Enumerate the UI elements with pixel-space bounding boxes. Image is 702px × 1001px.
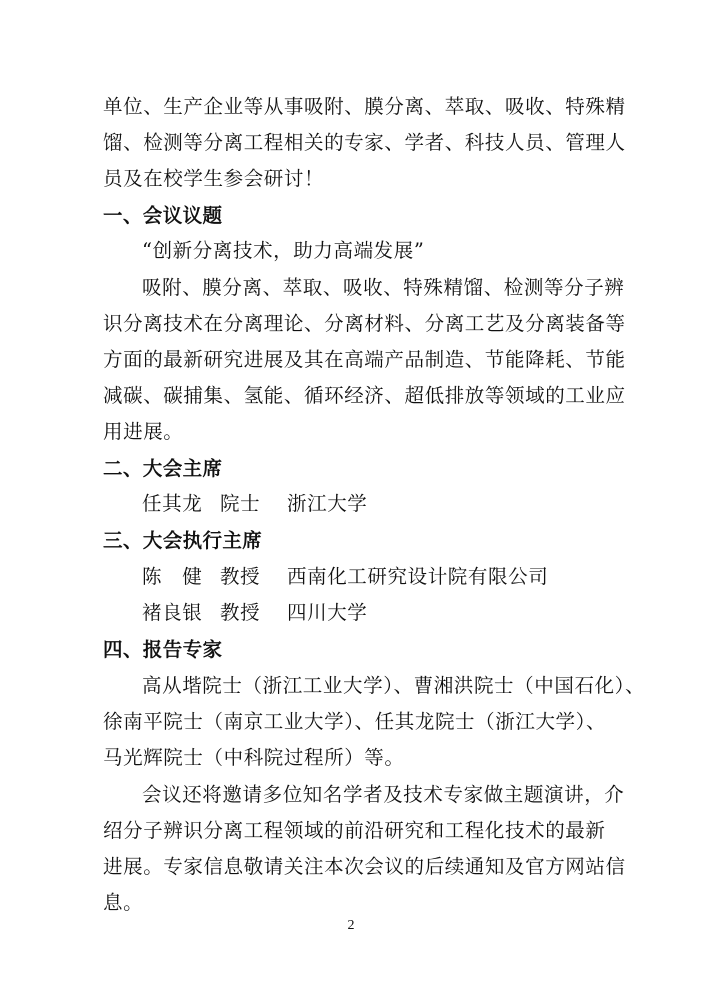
section-heading-speakers: 四、报告专家 [103,638,223,661]
chair-name: 任其龙 [142,492,203,515]
topics-line-5: 用进展。 [103,420,184,443]
speakers-body-line-1: 会议还将邀请多位知名学者及技术专家做主题演讲，介 [142,783,625,806]
speakers-body-line-4: 息。 [103,891,144,914]
executive-chair-title: 教授 [220,565,261,588]
intro-line-1: 单位、生产企业等从事吸附、膜分离、萃取、吸收、特殊精 [103,95,626,118]
topics-line-2: 识分离技术在分离理论、分离材料、分离工艺及分离装备等 [103,312,626,335]
chair-org: 浙江大学 [287,492,368,515]
executive-chair-org: 四川大学 [287,601,368,624]
intro-line-3: 员及在校学生参会研讨！ [103,167,325,190]
executive-chair-org: 西南化工研究设计院有限公司 [287,565,549,588]
topics-line-1: 吸附、膜分离、萃取、吸收、特殊精馏、检测等分子辨 [142,276,625,299]
executive-chair-title: 教授 [220,601,261,624]
section-heading-chair: 二、大会主席 [103,457,223,480]
executive-chair-name: 陈 健 [142,565,203,588]
topics-line-3: 方面的最新研究进展及其在高端产品制造、节能降耗、节能 [103,348,626,371]
speakers-body-line-3: 进展。专家信息敬请关注本次会议的后续通知及官方网站信 [103,855,626,878]
topics-line-4: 减碳、碳捕集、氢能、循环经济、超低排放等领域的工业应 [103,384,626,407]
experts-line-3: 马光辉院士（中科院过程所）等。 [103,746,405,769]
conference-theme: “创新分离技术，助力高端发展” [142,239,425,262]
speakers-body-line-2: 绍分子辨识分离工程领域的前沿研究和工程化技术的最新 [103,819,606,842]
section-heading-topics: 一、会议议题 [103,204,223,227]
experts-line-1: 高从堦院士（浙江工业大学）、曹湘洪院士（中国石化）、 [142,674,646,697]
section-heading-executive-chair: 三、大会执行主席 [103,529,263,552]
executive-chair-name: 褚良银 [142,601,203,624]
experts-line-2: 徐南平院士（南京工业大学）、任其龙院士（浙江大学）、 [103,710,607,733]
chair-title: 院士 [220,492,261,515]
intro-line-2: 馏、检测等分离工程相关的专家、学者、科技人员、管理人 [103,131,626,154]
page-number: 2 [347,918,355,933]
